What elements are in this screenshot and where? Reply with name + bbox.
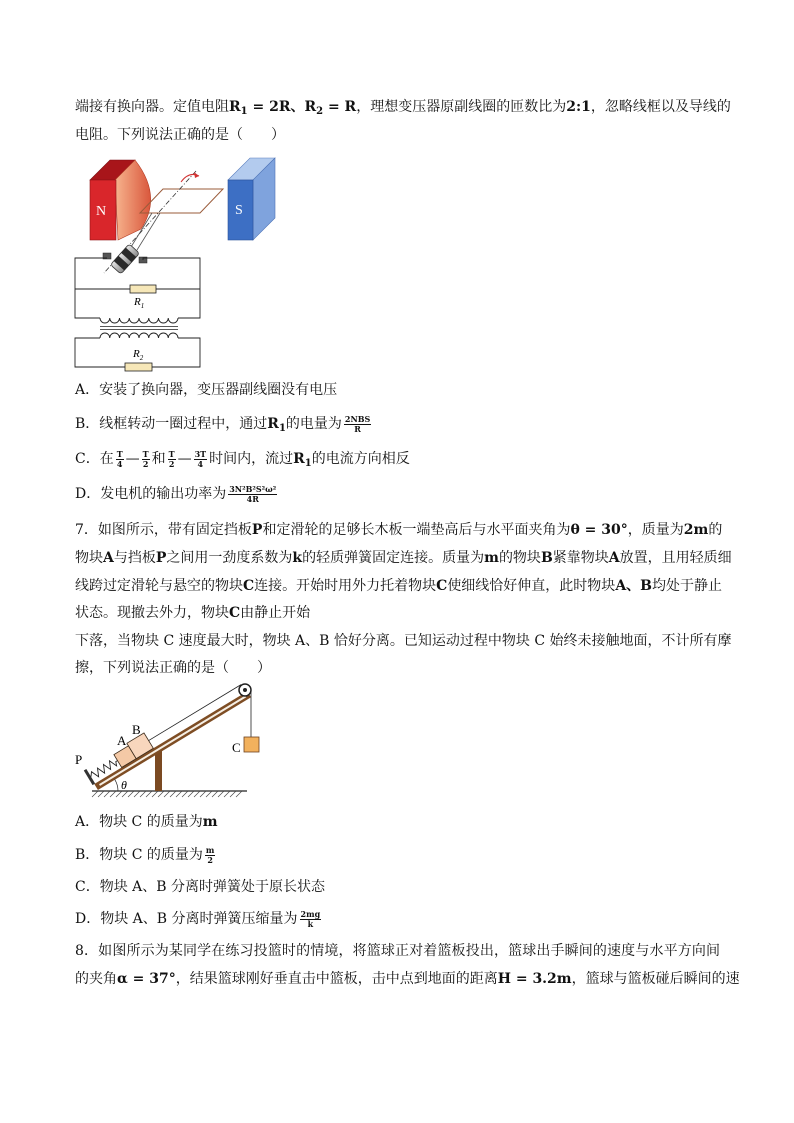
math-var: A、B [615, 578, 653, 594]
magnet-s-label: S [235, 203, 243, 218]
text-segment: 之间用一劲度系数为 [166, 550, 293, 566]
r1-label: $R_1$ [134, 296, 145, 310]
rope-incline [149, 685, 241, 741]
math-expr: θ = 30° [570, 522, 628, 538]
q8-stem-line-2 [75, 969, 740, 989]
text-segment: 物块 [75, 550, 103, 566]
math-var: m [202, 814, 218, 830]
angle-arc [115, 780, 118, 791]
label-p: P [75, 752, 83, 767]
fraction-numerator: 3T [194, 448, 207, 459]
fraction-denominator: 4R [228, 494, 277, 504]
text-segment: 与挡板 [113, 550, 156, 566]
r2-label: $R_2$ [133, 348, 144, 362]
math-var: P [155, 550, 167, 566]
fraction [205, 846, 215, 865]
stop-plate-p [84, 769, 95, 785]
fraction-numerator: m [205, 844, 215, 855]
fraction [116, 450, 124, 469]
fraction-denominator: 2 [168, 458, 175, 469]
magnet-n-label: N [96, 204, 107, 219]
fraction-denominator: 2 [142, 458, 149, 469]
magnet-s [228, 158, 275, 240]
q7-stem-line-1 [75, 520, 723, 540]
text-segment: 状态。现撤去外力，物块 [75, 605, 229, 621]
incline-figure [70, 680, 275, 805]
text-segment: A．物块 C 的质量为 [75, 814, 203, 830]
text-segment: 线跨过定滑轮与悬空的物块 [75, 578, 243, 594]
text-segment: ，篮球与篮板碰后瞬间的速 [571, 971, 740, 987]
text-segment: B．物块 C 的质量为 [75, 847, 203, 863]
rotation-arrow-head-icon [194, 172, 199, 178]
text-segment: 的物块 [498, 550, 541, 566]
resistor-r1 [130, 285, 156, 293]
text-segment: 的电量为 [285, 416, 342, 432]
ground-hatch [92, 791, 242, 797]
fraction-numerator: T [168, 448, 175, 459]
math-expr: 2m [683, 522, 709, 538]
coil-frame [140, 189, 223, 213]
q7-option-c: C．物块 A、B 分离时弹簧处于原长状态 [75, 879, 326, 895]
math-expr: = 2R、 [247, 99, 305, 115]
math-var: R [304, 99, 317, 115]
transformer-core [100, 327, 178, 330]
fraction [142, 450, 150, 469]
math-subscript: 1 [278, 423, 286, 434]
q7-option-b [75, 845, 217, 865]
math-subscript: 1 [240, 106, 248, 117]
fraction [228, 485, 277, 504]
block-c [244, 737, 259, 752]
q7-stem-line-4 [75, 603, 310, 623]
q8-stem-line-1: 8．如图所示为某同学在练习投篮时的情境，将篮球正对着篮板投出，篮球出手瞬间的速度与水平方向间 [75, 943, 720, 959]
math-expr: H = 3.2m [497, 971, 572, 987]
text-segment: 的轻质弹簧固定连接。质量为 [302, 550, 485, 566]
generator-circuit-figure [70, 150, 285, 375]
text-segment: ，忽略线框以及导线的 [590, 99, 731, 115]
text-segment: ，质量为 [627, 522, 684, 538]
incline-board-group [83, 680, 251, 791]
pulley-axle [243, 688, 247, 692]
text-segment: 使细线恰好伸直，此时物块 [447, 578, 616, 594]
dash: — [125, 451, 140, 467]
fraction [300, 910, 322, 929]
text-segment: 和 [151, 451, 166, 467]
math-var: R [229, 99, 241, 115]
commutator [110, 244, 139, 274]
text-segment: 的电流方向相反 [311, 451, 410, 467]
text-segment: 的 [708, 522, 723, 538]
fraction [168, 450, 176, 469]
q6-option-d [75, 484, 279, 504]
fraction-denominator: 4 [194, 459, 208, 469]
q7-stem-line-6: 擦，下列说法正确的是（ ） [75, 660, 271, 676]
text-segment: 由静止开始 [240, 605, 311, 621]
fraction-denominator: R [344, 424, 371, 434]
label-theta: θ [121, 778, 127, 792]
resistor-r2 [125, 363, 152, 371]
q6-option-a: A．安装了换向器，变压器副线圈没有电压 [75, 382, 338, 398]
math-var: m [484, 550, 499, 566]
math-var: P [251, 522, 263, 538]
q6-stem-line-2: 电阻。下列说法正确的是（ ） [75, 127, 285, 143]
fraction-denominator: k [300, 919, 322, 929]
text-segment: 和定滑轮的足够长木板一端垫高后与水平面夹角为 [262, 522, 571, 538]
math-var: B [540, 550, 553, 566]
text-segment: 连接。开始时用外力托着物块 [254, 578, 437, 594]
math-var: k [292, 550, 303, 566]
magnet-n [90, 160, 151, 240]
q7-stem-line-2 [75, 548, 732, 568]
label-c: C [232, 740, 241, 755]
fraction-numerator: T [116, 448, 123, 459]
text-segment: 的夹角 [75, 971, 117, 987]
fraction-numerator: 2mg [300, 908, 321, 919]
math-var: A [608, 550, 620, 566]
secondary-coil [100, 333, 178, 338]
text-segment: D．物块 A、B 分离时弹簧压缩量为 [75, 911, 298, 927]
fraction-numerator: 3N²B²S²ω² [229, 483, 277, 494]
dash: — [177, 451, 192, 467]
q7-stem-line-3 [75, 576, 723, 596]
primary-coil [100, 318, 178, 323]
text-segment: C．在 [75, 451, 114, 467]
text-segment: ，结果篮球刚好垂直击中篮板，击中点到地面的距离 [175, 971, 498, 987]
math-var: R [293, 451, 305, 467]
q7-option-a [75, 812, 218, 832]
q7-stem-line-5: 下落，当物块 C 速度最大时，物块 A、B 恰好分离。已知运动过程中物块 C 始终未接触地面，不计所有摩 [75, 633, 732, 649]
fraction [194, 450, 208, 469]
fraction-denominator: 2 [205, 855, 215, 865]
text-segment: 紧靠物块 [552, 550, 609, 566]
q7-option-d [75, 909, 323, 929]
text-segment: 均处于静止 [652, 578, 723, 594]
label-a: A [117, 733, 127, 748]
text-segment: ，理想变压器原副线圈的匝数比为 [356, 99, 567, 115]
text-segment: 端接有换向器。定值电阻 [75, 99, 229, 115]
math-var: C [243, 578, 255, 594]
text-segment: D．发电机的输出功率为 [75, 486, 227, 502]
q6-option-c [75, 449, 410, 469]
math-expr: = R [323, 99, 357, 115]
text-segment: B．线框转动一圈过程中，通过 [75, 416, 268, 432]
math-expr: 2:1 [566, 99, 591, 115]
math-subscript: 2 [316, 106, 324, 117]
math-var: R [267, 416, 279, 432]
math-subscript: 1 [304, 458, 312, 469]
q6-stem-line-1 [75, 97, 731, 117]
math-var: C [436, 578, 448, 594]
text-segment: 放置，且用轻质细 [619, 550, 732, 566]
fraction-numerator: 2NBS [344, 413, 371, 424]
math-var: C [229, 605, 241, 621]
q6-option-b [75, 414, 373, 434]
text-segment: 7．如图所示，带有固定挡板 [75, 522, 252, 538]
fraction-denominator: 4 [116, 458, 123, 469]
label-b: B [132, 722, 141, 737]
support-post [155, 749, 162, 791]
fraction [344, 415, 371, 434]
text-segment: 时间内，流过 [209, 451, 294, 467]
fraction-numerator: T [142, 448, 149, 459]
math-expr: α = 37° [117, 971, 176, 987]
math-var: A [103, 550, 114, 566]
